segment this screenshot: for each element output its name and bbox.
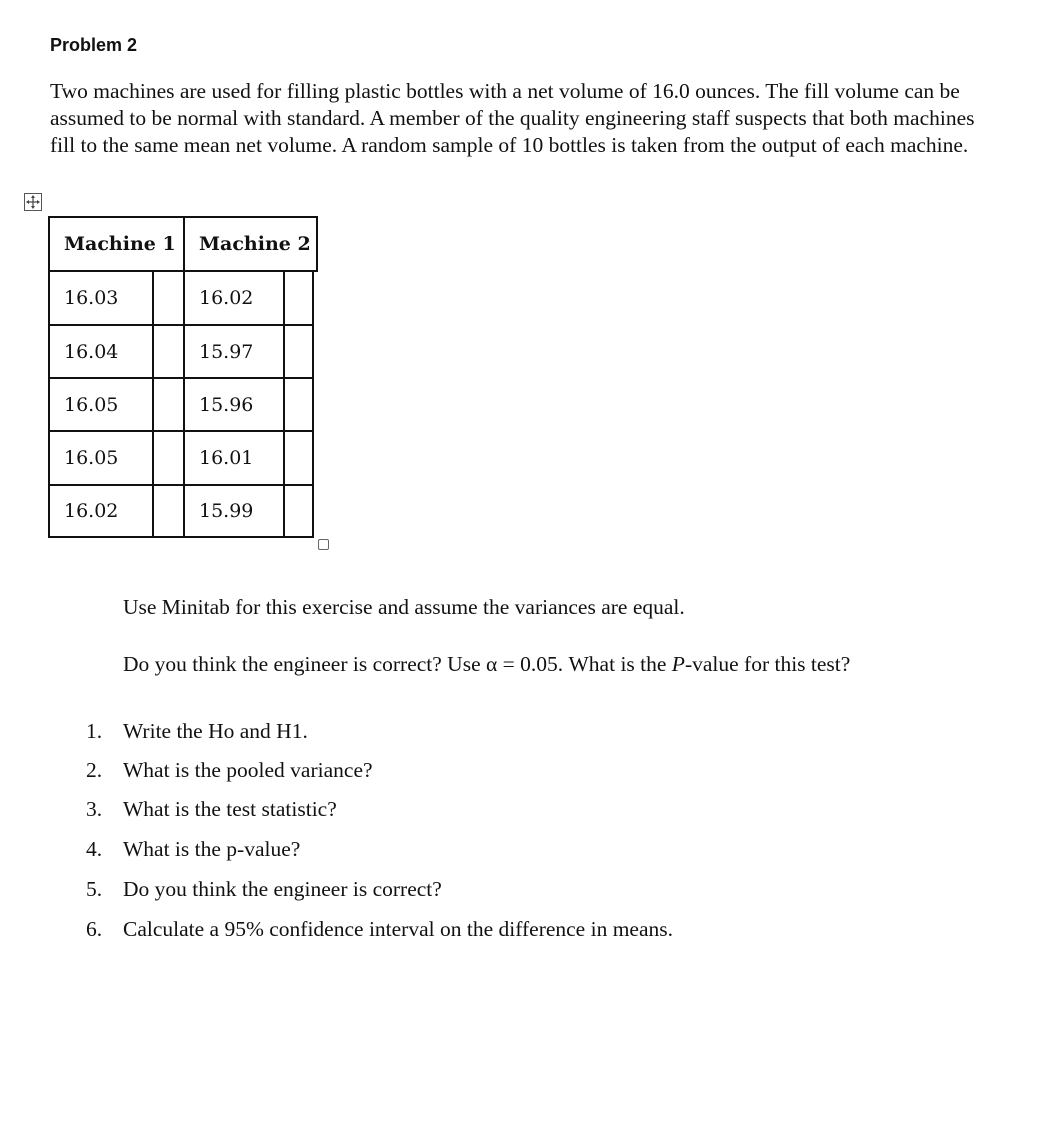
table-cell-empty: [152, 430, 185, 486]
list-item-text: What is the test statistic?: [123, 797, 337, 821]
table-cell-empty: [152, 270, 185, 326]
list-item-number: 6.: [86, 917, 103, 941]
table-cell-machine2: 16.02: [183, 270, 285, 326]
table-cell-machine1: 16.03: [48, 270, 154, 326]
table-cell-empty: [283, 324, 314, 379]
problem-intro: Two machines are used for filling plastic bottles with a net volume of 16.0 ounces. The fill volume can be assumed to be normal with standard. A member of the quality engineering staff suspects that both machines fill to the same mean net volume. A random sample of 10 bottles is taken from the output of each machine.: [50, 79, 975, 157]
table-header-machine2: Machine 2: [183, 216, 318, 272]
table-move-handle-icon[interactable]: [24, 193, 42, 211]
list-item-text: What is the p-value?: [123, 837, 301, 861]
table-cell-machine2: 16.01: [183, 430, 285, 486]
list-item-number: 1.: [86, 719, 103, 743]
list-item-number: 5.: [86, 877, 103, 901]
list-item-number: 4.: [86, 837, 103, 861]
table-cell-machine2: 15.97: [183, 324, 285, 379]
question-text-italic: P: [671, 652, 685, 676]
question-text-part1: Do you think the engineer is correct? Use α = 0.05. What is the: [123, 652, 672, 676]
table-cell-empty: [152, 324, 185, 379]
table-cell-empty: [283, 430, 314, 486]
question-text-part2: -value for this test?: [684, 652, 851, 676]
list-item-text: Calculate a 95% confidence interval on the difference in means.: [123, 917, 674, 941]
table-cell-empty: [283, 377, 314, 432]
minitab-instruction: Use Minitab for this exercise and assume the variances are equal.: [123, 595, 685, 619]
table-cell-machine1: 16.04: [48, 324, 154, 379]
table-cell-machine1: 16.02: [48, 484, 154, 538]
table-cell-machine1: 16.05: [48, 377, 154, 432]
table-header-machine1: Machine 1: [48, 216, 185, 272]
list-item-number: 2.: [86, 758, 103, 782]
table-cell-empty: [152, 484, 185, 538]
list-item-text: What is the pooled variance?: [123, 758, 373, 782]
table-cell-machine1: 16.05: [48, 430, 154, 486]
table-resize-handle[interactable]: [318, 539, 329, 550]
table-cell-empty: [152, 377, 185, 432]
table-cell-empty: [283, 270, 314, 326]
list-item-number: 3.: [86, 797, 103, 821]
table-cell-machine2: 15.96: [183, 377, 285, 432]
list-item-text: Write the Ho and H1.: [123, 719, 308, 743]
problem-title: Problem 2: [50, 35, 138, 55]
list-item-text: Do you think the engineer is correct?: [123, 877, 442, 901]
table-cell-empty: [283, 484, 314, 538]
question-paragraph: [123, 651, 993, 678]
table-cell-machine2: 15.99: [183, 484, 285, 538]
